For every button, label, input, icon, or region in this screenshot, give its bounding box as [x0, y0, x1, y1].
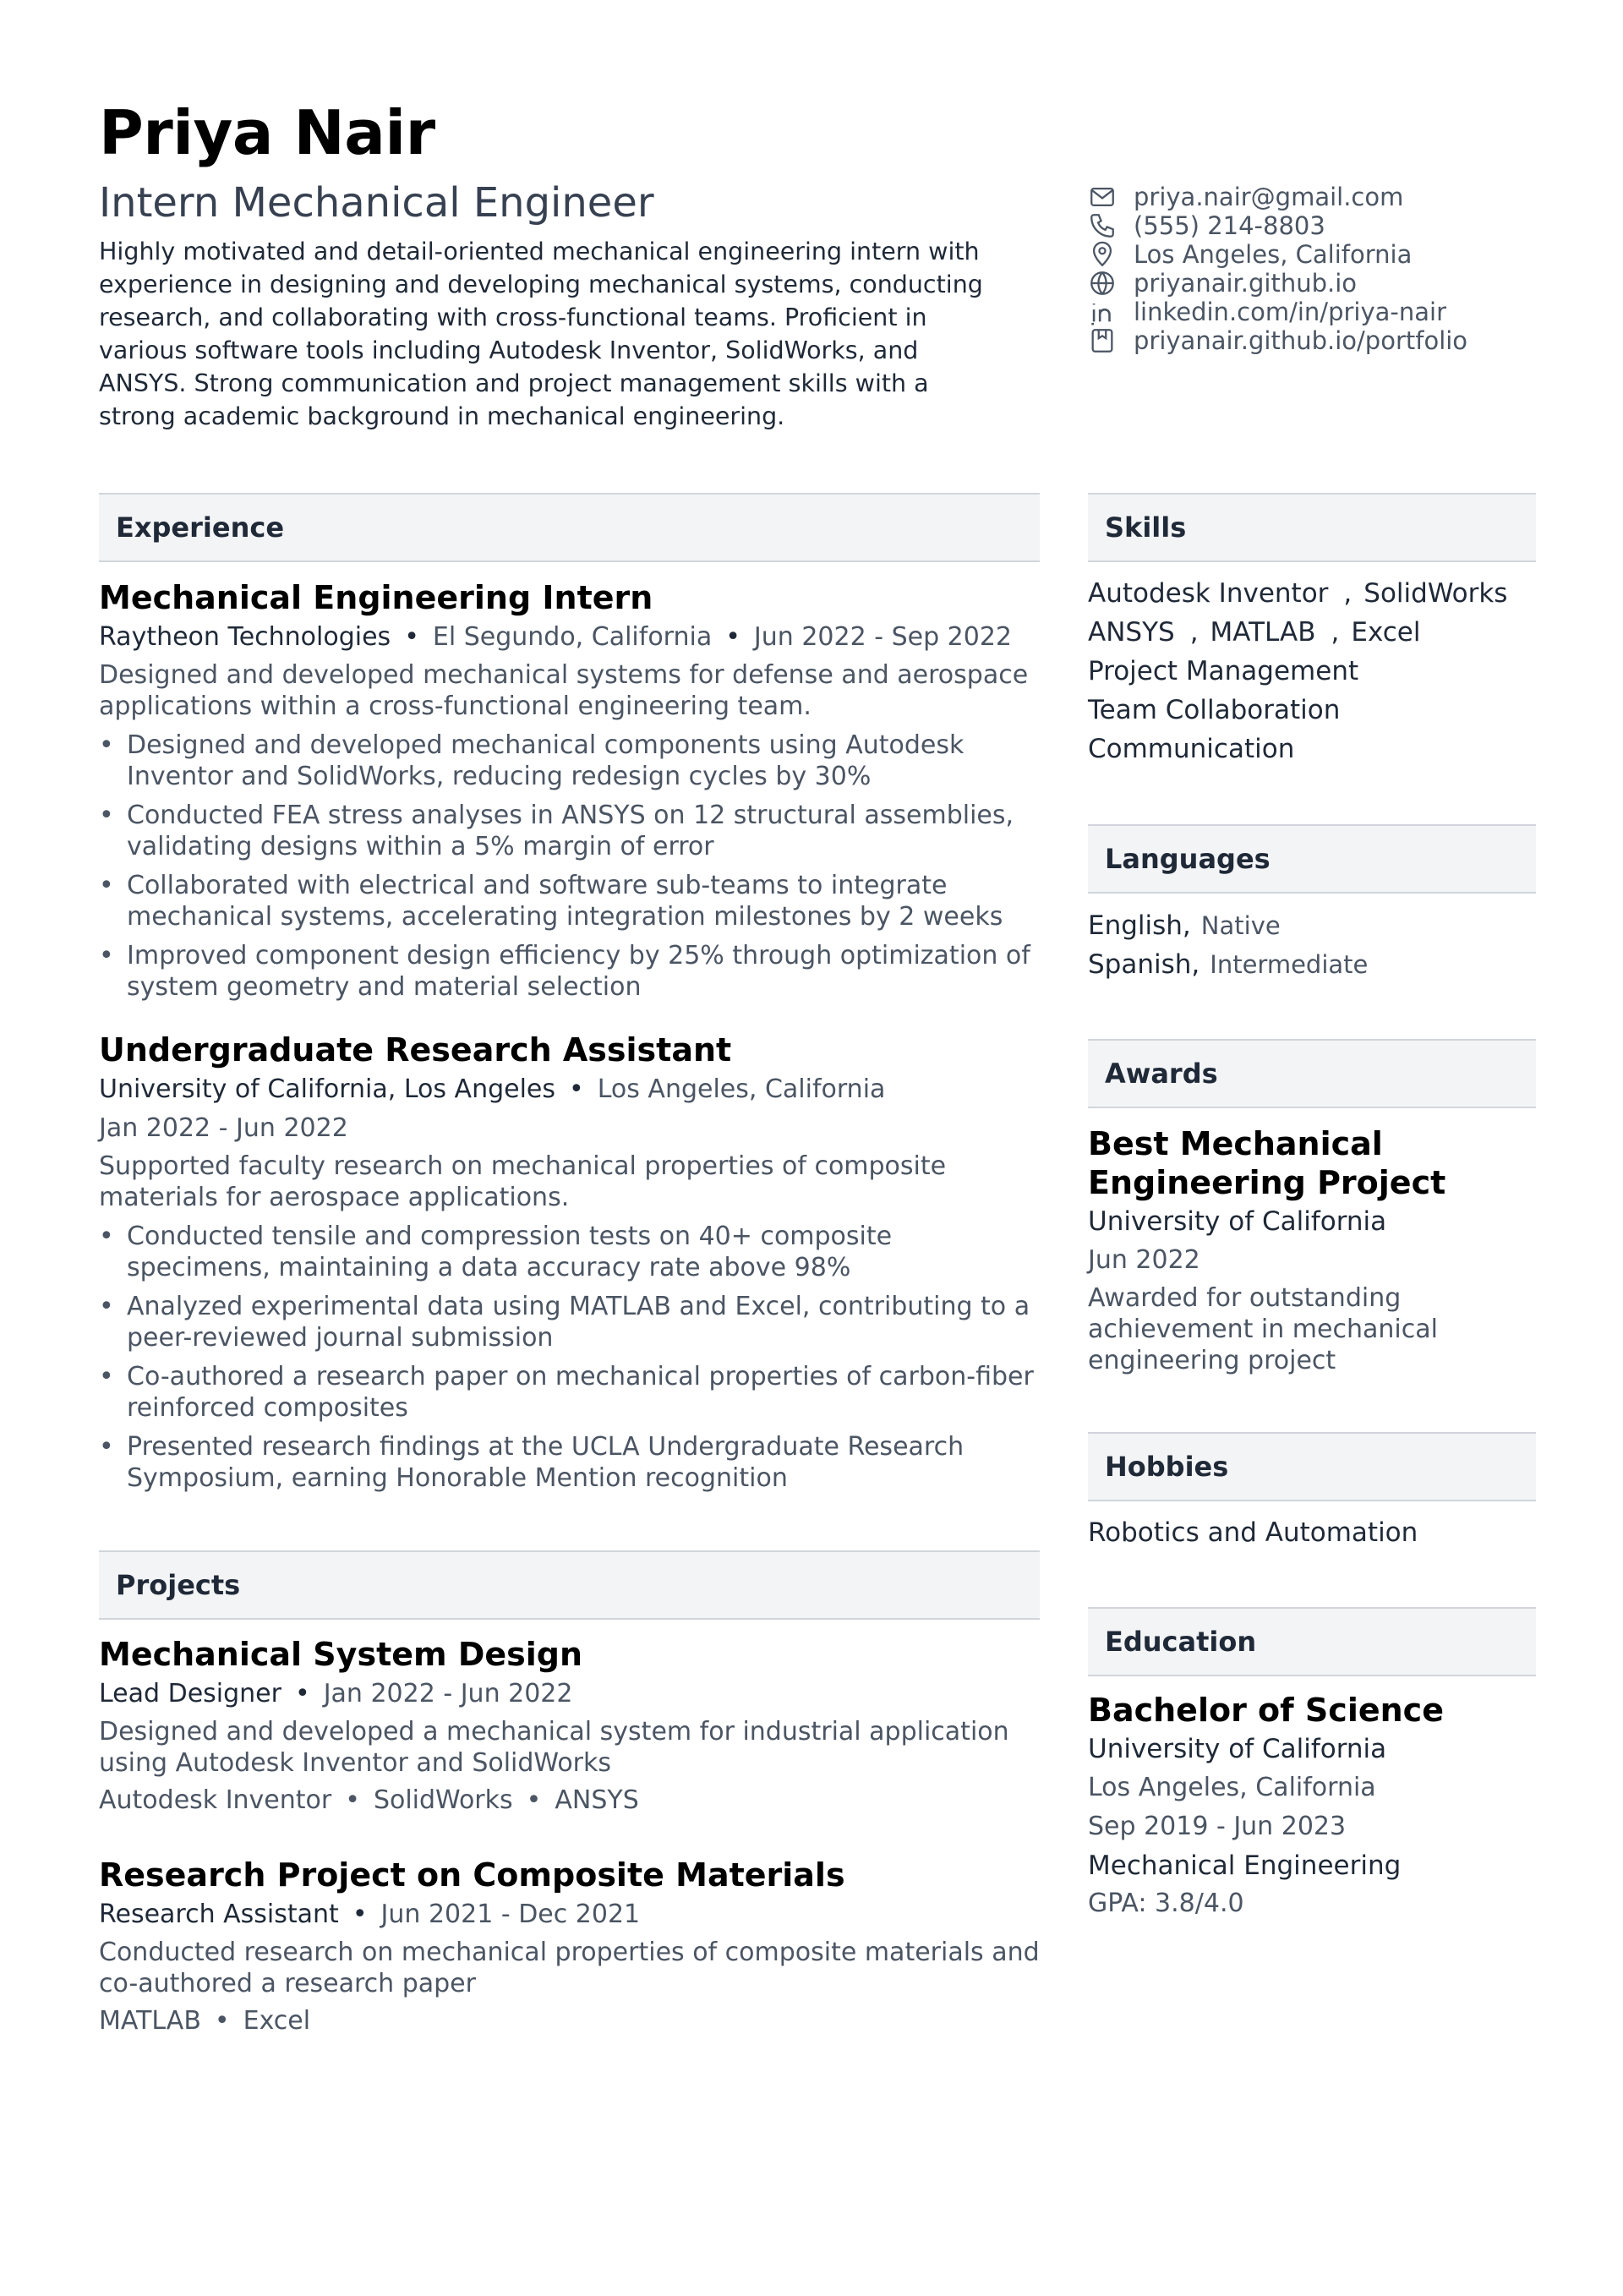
skill-item: Autodesk Inventor: [1088, 578, 1329, 609]
project-tool: ANSYS: [555, 1785, 639, 1815]
contact-location: [1088, 240, 1561, 269]
phone-icon: [1088, 211, 1117, 240]
separator-dot: •: [214, 2006, 230, 2036]
contact-portfolio[interactable]: [1088, 326, 1561, 355]
candidate-name: Priya Nair: [99, 97, 435, 168]
skills-row: [1088, 574, 1544, 613]
contact-linkedin[interactable]: [1088, 298, 1561, 326]
job-bullet: • Improved component design efficiency by 25% through optimization of system geometry and material selection: [99, 940, 1040, 1003]
job-bullets: [99, 1221, 1040, 1494]
contact-location-text: Los Angeles, California: [1134, 240, 1413, 269]
language-level: Intermediate: [1210, 950, 1369, 979]
skill-item: MATLAB: [1210, 617, 1316, 648]
skill-item: ANSYS: [1088, 617, 1175, 648]
education-degree: Bachelor of Science: [1088, 1692, 1444, 1729]
section-header-hobbies: Hobbies: [1088, 1432, 1536, 1501]
language-name: English,: [1088, 910, 1191, 941]
project-tool: SolidWorks: [373, 1785, 513, 1815]
section-header-experience: Experience: [99, 493, 1040, 562]
linkedin-icon: [1088, 298, 1117, 326]
skills-list: [1088, 574, 1544, 768]
education-field: Mechanical Engineering: [1088, 1850, 1402, 1881]
globe-icon: [1088, 269, 1117, 298]
separator-dot: •: [352, 1900, 368, 1929]
job-bullets: [99, 730, 1040, 1003]
project-description: Conducted research on mechanical properties of composite materials and co-authored a research paper: [99, 1938, 1040, 1998]
separator-dot: •: [345, 1785, 360, 1815]
contact-phone[interactable]: [1088, 211, 1561, 240]
section-header-awards: Awards: [1088, 1039, 1536, 1108]
education-item: [1088, 1691, 1544, 1922]
contact-list: [1088, 183, 1561, 355]
candidate-title: Intern Mechanical Engineer: [99, 179, 654, 227]
skill-separator: ,: [1343, 578, 1352, 609]
contact-linkedin-text: linkedin.com/in/priya-nair: [1134, 298, 1446, 326]
section-header-projects: Projects: [99, 1550, 1040, 1620]
section-header-skills: Skills: [1088, 493, 1536, 562]
education-location: Los Angeles, California: [1088, 1773, 1376, 1802]
job-meta: [99, 1070, 1040, 1109]
contact-website[interactable]: [1088, 269, 1561, 298]
skill-separator: ,: [1189, 617, 1199, 648]
job-title: Mechanical Engineering Intern: [99, 579, 653, 616]
project-meta: [99, 1895, 1040, 1934]
skill-item: Project Management: [1088, 656, 1359, 686]
separator-dot: •: [725, 622, 740, 652]
project-tool: MATLAB: [99, 2006, 201, 2036]
project-tool: Excel: [243, 2006, 311, 2036]
summary: Highly motivated and detail-oriented mechanical engineering intern with experience in designing and developing mechanical systems, conducting research, and collaborating with cross-functional teams. Proficient in various software tools including Autodesk Inventor, SolidWorks, and ANSYS. Strong communication and project management skills with a strong academic background in mechanical engineering.: [99, 238, 983, 430]
job-location: El Segundo, California: [432, 622, 713, 652]
skills-row: [1088, 613, 1544, 652]
award-date: Jun 2022: [1088, 1245, 1200, 1275]
contact-phone-text: (555) 214-8803: [1134, 211, 1325, 240]
job-meta: [99, 618, 1040, 657]
skill-separator: ,: [1331, 617, 1340, 648]
project-tools: [99, 2002, 1040, 2041]
education-dates: Sep 2019 - Jun 2023: [1088, 1812, 1347, 1841]
project-role: Research Assistant: [99, 1900, 339, 1929]
project-meta: [99, 1675, 1040, 1714]
job-bullet: • Conducted tensile and compression tests on 40+ composite specimens, maintaining a data accuracy rate above 98%: [99, 1221, 1040, 1283]
project-title: Research Project on Composite Materials: [99, 1856, 845, 1894]
language-item: [1088, 906, 1544, 945]
job-description: Supported faculty research on mechanical properties of composite materials for aerospace applications.: [99, 1151, 947, 1212]
project-item: [99, 1634, 1040, 1820]
skill-item: SolidWorks: [1363, 578, 1508, 609]
education-gpa: GPA: 3.8/4.0: [1088, 1889, 1244, 1918]
job-company: Raytheon Technologies: [99, 622, 391, 652]
award-item: [1088, 1124, 1544, 1376]
award-title-line: Best Mechanical: [1088, 1125, 1383, 1162]
languages-list: [1088, 906, 1544, 984]
job-bullet: • Presented research findings at the UCLA Undergraduate Research Symposium, earning Honorable Mention recognition: [99, 1431, 1040, 1494]
job-dates-text: Jan 2022 - Jun 2022: [99, 1113, 348, 1143]
contact-website-text: priyanair.github.io: [1134, 269, 1358, 298]
language-name: Spanish,: [1088, 949, 1200, 980]
project-description: Designed and developed a mechanical system for industrial application using Autodesk Inventor and SolidWorks: [99, 1717, 1009, 1778]
language-item: [1088, 945, 1544, 984]
award-issuer: University of California: [1088, 1206, 1387, 1237]
job-description: Designed and developed mechanical systems for defense and aerospace applications within a cross-functional engineering team.: [99, 660, 1029, 721]
job-bullet: • Analyzed experimental data using MATLAB and Excel, contributing to a peer-reviewed journal submission: [99, 1291, 1040, 1353]
separator-dot: •: [569, 1074, 584, 1104]
project-dates: Jun 2021 - Dec 2021: [380, 1900, 641, 1929]
award-title-line: Engineering Project: [1088, 1164, 1446, 1201]
project-tools: [99, 1781, 1040, 1820]
separator-dot: •: [404, 622, 419, 652]
separator-dot: •: [294, 1679, 310, 1708]
skill-item: Communication: [1088, 734, 1295, 764]
contact-portfolio-text: priyanair.github.io/portfolio: [1134, 326, 1468, 355]
contact-email-text: priya.nair@gmail.com: [1134, 183, 1404, 211]
experience-item: [99, 577, 1040, 1010]
location-icon: [1088, 240, 1117, 269]
job-bullet: • Designed and developed mechanical components using Autodesk Inventor and SolidWorks, reducing redesign cycles by 30%: [99, 730, 1040, 792]
job-company: University of California, Los Angeles: [99, 1074, 556, 1104]
section-header-education: Education: [1088, 1607, 1536, 1676]
job-location: Los Angeles, California: [597, 1074, 886, 1104]
job-bullet: • Collaborated with electrical and software sub-teams to integrate mechanical systems, accelerating integration milestones by 2 weeks: [99, 870, 1040, 932]
skill-item: Team Collaboration: [1088, 695, 1341, 725]
project-tool: Autodesk Inventor: [99, 1785, 332, 1815]
language-level: Native: [1200, 911, 1281, 940]
skill-item: Excel: [1351, 617, 1421, 648]
hobbies-list: [1088, 1513, 1544, 1552]
portfolio-icon: [1088, 326, 1117, 355]
project-dates: Jan 2022 - Jun 2022: [323, 1679, 573, 1708]
contact-email[interactable]: [1088, 183, 1561, 211]
award-description: Awarded for outstanding achievement in mechanical engineering project: [1088, 1283, 1438, 1375]
job-title: Undergraduate Research Assistant: [99, 1031, 732, 1069]
job-dates: [99, 1109, 1040, 1148]
education-school: University of California: [1088, 1734, 1387, 1764]
project-item: [99, 1855, 1040, 2041]
project-role: Lead Designer: [99, 1679, 281, 1708]
separator-dot: •: [526, 1785, 542, 1815]
hobby-item: Robotics and Automation: [1088, 1517, 1418, 1548]
email-icon: [1088, 183, 1117, 211]
experience-item: [99, 1030, 1040, 1501]
job-bullet: • Conducted FEA stress analyses in ANSYS on 12 structural assemblies, validating designs within a 5% margin of error: [99, 800, 1040, 862]
job-bullet: • Co-authored a research paper on mechanical properties of carbon-fiber reinforced composites: [99, 1361, 1040, 1424]
section-header-languages: Languages: [1088, 824, 1536, 894]
project-title: Mechanical System Design: [99, 1636, 583, 1673]
job-dates: Jun 2022 - Sep 2022: [753, 622, 1013, 652]
